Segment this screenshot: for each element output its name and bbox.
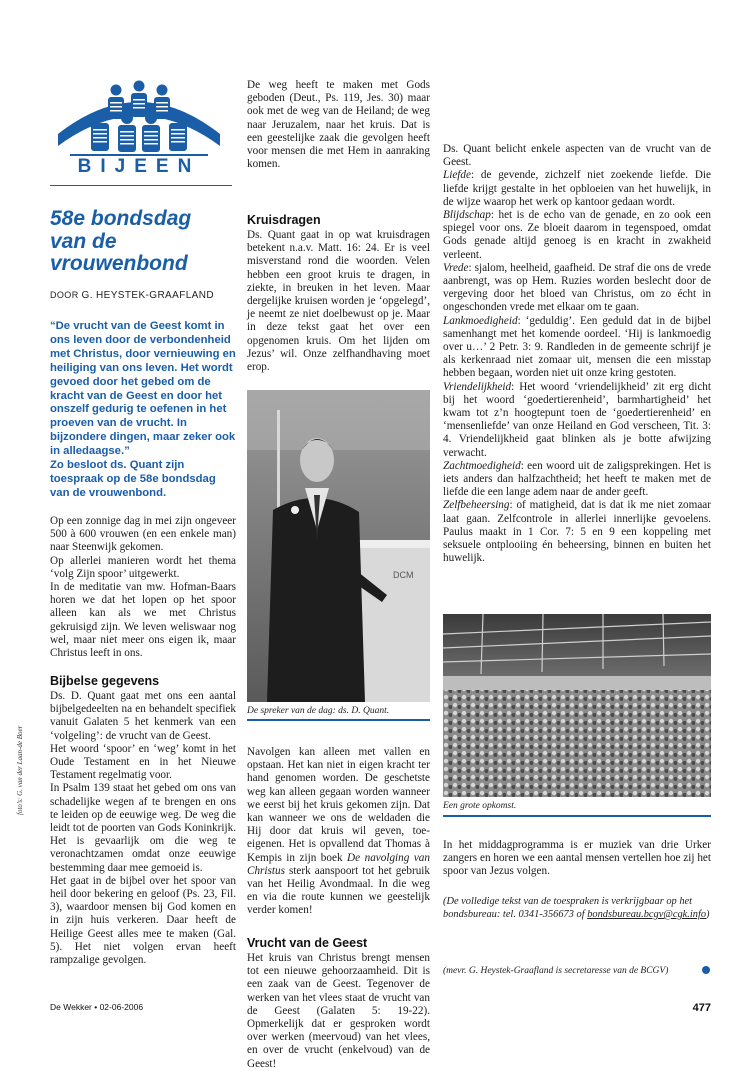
photo-credit: foto’s: G. van der Laan-de Boer: [16, 725, 24, 815]
virtue-paragraph: [443, 169, 711, 209]
virtue-text: : Het woord ‘vriendelijkheid’ zit erg dicht bij het woord ‘goedertierenheid’, barmhartigheid’ het kwam tot z’n hoogtepunt toen de ‘goedertierenheid’ en ‘mensenliefde’ van onze Heiland en God verscheen, Tit. 3: 4. Vriendelijkheid gaat blinken als je botte afwijzing verwacht.: [443, 380, 711, 459]
speaker-photo: [247, 390, 430, 702]
speaker-photo-caption: De spreker van de dag: ds. D. Quant.: [247, 706, 390, 716]
page-number: 477: [692, 1002, 711, 1014]
audience-photo-caption: Een grote opkomst.: [443, 801, 517, 811]
title-line: vrouwenbond: [50, 252, 188, 275]
closing-paragraph: In het middagprogramma is er muziek van drie Urker zangers en horen we een aantal mensen vertellen hoe zij het spoor van Jezus volgen.: [443, 839, 711, 878]
end-bullet-icon: [702, 966, 710, 974]
caption-rule: [443, 815, 711, 817]
virtue-text: : ‘geduldig’. Een geduld dat in de bijbel samenhangt met het komende oordeel. ‘Hij is lankmoedig over u…’ 2 Petr. 3: 9. Randleden in de gemeente schrijf je als kerkenraad niet zomaar uit, mensen die een misstap hebben begaan, worden niet uit onze kring gestoten.: [443, 314, 711, 380]
logo-rule: [50, 185, 232, 186]
virtue-term: Zachtmoedigheid: [443, 459, 521, 472]
virtue-text: : de gevende, zichzelf niet zoekende liefde. Die liefde krijgt gestalte in het opbloeien van het huwelijk, in de wijze waarop het werk op kantoor gedaan wordt.: [443, 169, 711, 208]
virtue-paragraph: [443, 460, 711, 500]
virtue-paragraph: [443, 381, 711, 460]
column-2-bottom: [247, 746, 430, 918]
virtue-term: Blijdschap: [443, 209, 491, 222]
column-1-body: [50, 515, 236, 660]
column-3-top: [443, 143, 711, 566]
availability-note: [443, 895, 711, 921]
article-title: [50, 208, 235, 276]
title-line: 58e bondsdag: [50, 207, 192, 230]
author-note: (mevr. G. Heystek-Graafland is secretaresse van de BCGV): [443, 966, 669, 976]
paragraph: [50, 875, 236, 967]
audience-photo-image: [443, 614, 711, 797]
book-title: De navolging van Christus: [247, 851, 430, 877]
virtue-paragraph: [443, 499, 711, 565]
paragraph: Navolgen kan alleen met vallen en opstaan. Het kan niet in eigen kracht ter hand genomen worden. De geschetste weg kan alleen gegaan worden wanneer we eerst bij het kruis gekomen zijn. Dat kan wanneer we ons de weldaden die Hij door dat kruis wil geven, toe-eigenen. Het is opvallend dat Thomas à Kempis in zijn boek De navolging van Christus sterk aanspoort tot het gebruik van het Heilig Avondmaal. In die weg en via die route kunnen we geestelijk verder komen!: [247, 746, 430, 917]
virtue-term: Vrede: [443, 261, 469, 274]
virtue-paragraph: [443, 315, 711, 381]
paragraph: Ds. D. Quant gaat met ons een aantal bijbelgedeelten na en behandelt specifiek vanuit Galaten 5 het kenmerk van een ‘volgeling’: de vrucht van de Geest.: [50, 690, 236, 742]
column-2-kruis: [247, 229, 430, 374]
intro-quote: “De vrucht van de Geest komt in ons leven door de verbondenheid met Christus, door vernieuwing en heiliging van ons leven. Het wordt gevoed door het gebed om de kracht van de Geest en door het onszelf gedurig te oefenen in het proeven van de vrucht. In bijzondere dingen, maar zeker ook in alledaagse.”: [50, 320, 236, 458]
paragraph: Op een zonnige dag in mei zijn ongeveer 500 à 600 vrouwen (en een enkele man) naar Steenwijk gekomen.: [50, 515, 236, 554]
intro-lead: [50, 320, 236, 501]
intro-closing: Zo besloot ds. Quant zijn toespraak op de 58e bondsdag van de vrouwenbond.: [50, 459, 216, 499]
paragraph: Ds. Quant gaat in op wat kruisdragen betekent n.a.v. Matt. 16: 24. Er is veel misverstand rond die woorden. Velen hebben een groot kruis te dragen, in ziekte, in breuken in het leven. Maar dergelijke kruisen worden je ‘opgelegd’, je neemt ze niet doelbewust op je. Maar in deze tekst gaat het over een opgenomen kruis. Om het lijden om Jezus’ wil. Onze zelfhandhaving moet erop.: [247, 229, 430, 374]
heading-kruisdragen: Kruisdragen: [247, 213, 321, 227]
caption-rule: [247, 719, 430, 721]
virtue-text: : of matigheid, dat is dat ik me niet zomaar laat gaan. Zelfcontrole in allerlei innerlijke gevoelens. Paulus maakt in 1 Cor. 7: 5 en 9 een koppeling met seksuele ontplooiing én beheersing, binnen en buiten het huwelijk.: [443, 499, 711, 565]
virtue-term: Vriendelijkheid: [443, 380, 512, 393]
virtue-paragraph: [443, 209, 711, 262]
paragraph: In de meditatie van mw. Hofman-Baars horen we dat het lopen op het spoor alleen kan als we met Christus gekruisigd zijn. We leven weliswaar nog wel, maar niet meer ons eigen ik, maar Christus leeft in ons.: [50, 581, 236, 660]
heading-bijbelse-gegevens: Bijbelse gegevens: [50, 674, 160, 688]
column-1-bijbelse: [50, 690, 236, 967]
paragraph: Op allerlei manieren wordt het thema ‘volg Zijn spoor’ uitgewerkt.: [50, 554, 236, 580]
note-email[interactable]: bondsbureau.bcgv@cgk.info: [587, 909, 707, 920]
virtue-text: : een woord uit de zaligsprekingen. Het is iets anders dan halfzachtheid; het heeft te maken met de liefde die een lange adem naar de ander geeft.: [443, 459, 711, 499]
paragraph: In Psalm 139 staat het gebed om ons van schadelijke wegen af te brengen en ons te leiden op de eeuwige weg. De weg die leidt tot de poorten van Gods Koninkrijk. Het is gevaarlijk om die weg te veronachtzamen omdat onze eeuwige bestemming daar mee gemoeid is.: [50, 782, 236, 874]
virtue-text: : sjalom, heelheid, gaafheid. De straf die ons de vrede aanbrengt, was op Hem. Ruzies worden beslecht door de vergeving door het bloed van Christus, om zo écht in ongeschonden vrede met elkaar om te gaan.: [443, 261, 711, 314]
virtue-text: : het is de echo van de genade, en zo ook een spiegel voor ons. Ze bloeit daarom in tegenspoed, omdat Gods genade altijd genoeg is en kracht in zwakheid verleent.: [443, 209, 711, 261]
paragraph-start: Het gaat in de bijbel over het spoor van heil door bekering en geloof (Ps. 23, Fil. 3), waardoor mensen bij God komen en in zijn huis verkeren. Daar heeft de Heilige Geest alles mee te maken (Gal. 5). Het niet volgen ervan heeft rampzalige gevolgen.: [50, 874, 236, 967]
speaker-photo-image: [247, 390, 430, 702]
lectern-sign: DCM: [393, 570, 414, 580]
title-line: van de: [50, 229, 117, 253]
audience-photo: [443, 614, 711, 797]
byline-prefix: DOOR: [50, 290, 79, 300]
logo-text: BIJEEN: [77, 156, 201, 177]
footer-publication: De Wekker • 02-06-2006: [50, 1002, 144, 1012]
note-text: (De volledige tekst van de toespraken is verkrijgbaar op het bondsbureau: tel. 0341-356673 of: [443, 896, 693, 920]
note-end: ): [706, 909, 710, 920]
virtue-term: Liefde: [443, 169, 471, 182]
paragraph-start: Het kruis van Christus brengt mensen tot een nieuwe gehoorzaamheid. Dit is een zaak van de Geest. Tegenover de werken van het vlees staat de vrucht van de Geest (Galaten 5: 19-22). Opmerkelijk dat er gesproken wordt over werken (meervoud) van het vlees, en over de vrucht (enkelvoud) van de Geest!: [247, 952, 430, 1070]
paragraph: De weg heeft te maken met Gods geboden (Deut., Ps. 119, Jes. 30) maar ook met de weg van de Heiland; de weg naar Jeruzalem, naar het kruis. Dat is een geestelijke zaak die gevolgen heeft voor mensen die met Hem in aanraking komen.: [247, 79, 430, 171]
virtue-term: Zelfbeheersing: [443, 499, 510, 512]
column-2-top: [247, 79, 430, 171]
paragraph: Ds. Quant belicht enkele aspecten van de vrucht van de Geest.: [443, 143, 711, 169]
byline: [50, 290, 240, 301]
virtue-paragraph: [443, 262, 711, 315]
paragraph: Het woord ‘spoor’ en ‘weg’ komt in het Oude Testament en in het Nieuwe Testament regelmatig voor.: [50, 742, 236, 782]
column-2-vrucht: [247, 952, 430, 1071]
bijeen-logo: [50, 76, 228, 184]
byline-author: G. HEYSTEK-GRAAFLAND: [81, 290, 214, 301]
heading-vrucht-van-de-geest: Vrucht van de Geest: [247, 936, 368, 950]
virtue-term: Lankmoedigheid: [443, 314, 518, 327]
